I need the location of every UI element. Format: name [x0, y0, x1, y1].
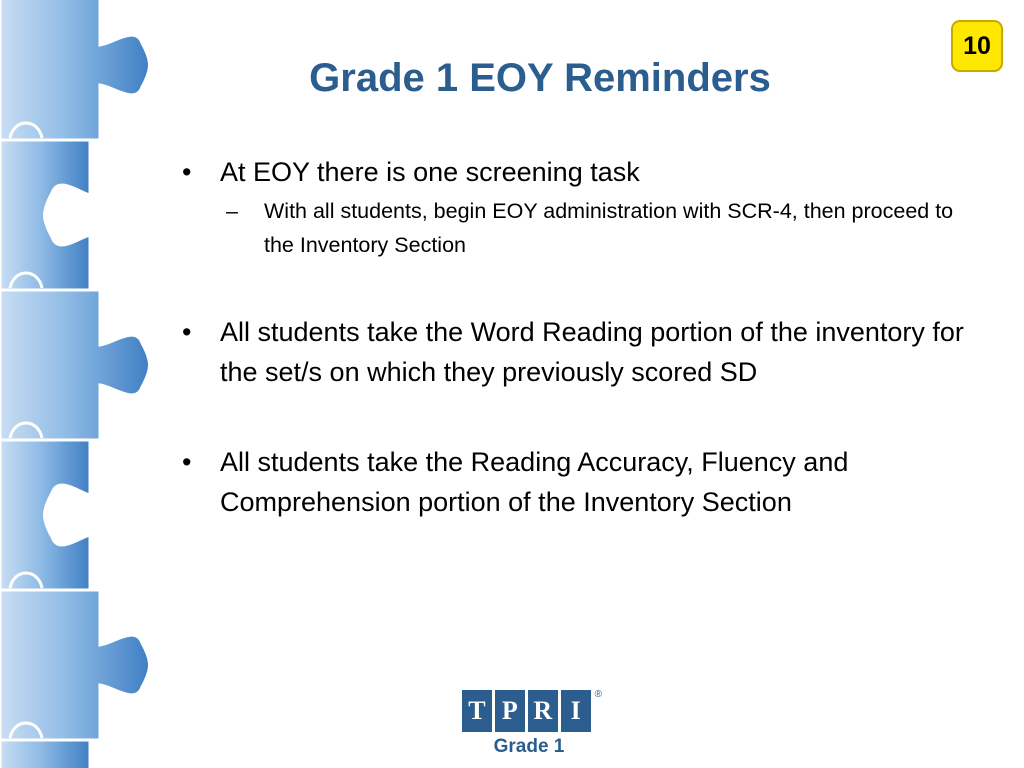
puzzle-piece [0, 440, 90, 590]
puzzle-piece [0, 0, 150, 140]
registered-mark: ® [594, 689, 602, 700]
slide-title: Grade 1 EOY Reminders [309, 56, 771, 100]
puzzle-border-decoration [0, 0, 160, 768]
puzzle-piece [0, 140, 90, 290]
bullet-text: At EOY there is one screening task [220, 157, 640, 187]
logo-letter-boxes [462, 690, 602, 732]
logo-letter-i: I [561, 690, 591, 732]
tpri-logo [462, 690, 602, 758]
puzzle-piece [0, 590, 150, 740]
bullet-marker: • [182, 447, 192, 477]
puzzle-piece [0, 740, 90, 768]
dash-marker: – [226, 199, 238, 223]
logo-subtitle: Grade 1 [493, 736, 565, 757]
bullet-item [180, 442, 980, 522]
sub-bullet-text: With all students, begin EOY administration with SCR-4, then proceed to the Inventory Section [264, 199, 954, 257]
bullet-item [180, 312, 980, 392]
logo-letter-t: T [462, 690, 492, 732]
puzzle-piece [0, 290, 150, 440]
bullet-text: All students take the Word Reading portion of the inventory for the set/s on which they previously scored SD [220, 317, 964, 387]
bullet-text: All students take the Reading Accuracy, Fluency and Comprehension portion of the Inventory Section [220, 447, 849, 517]
bullet-item [180, 152, 980, 192]
page-number-badge [951, 20, 1003, 72]
bullet-marker: • [182, 317, 192, 347]
sub-bullet-item [180, 194, 980, 262]
page-number: 10 [963, 31, 991, 60]
bullet-marker: • [182, 157, 192, 187]
logo-letter-p: P [495, 690, 525, 732]
logo-letter-r: R [528, 690, 558, 732]
bullet-list [180, 152, 980, 522]
